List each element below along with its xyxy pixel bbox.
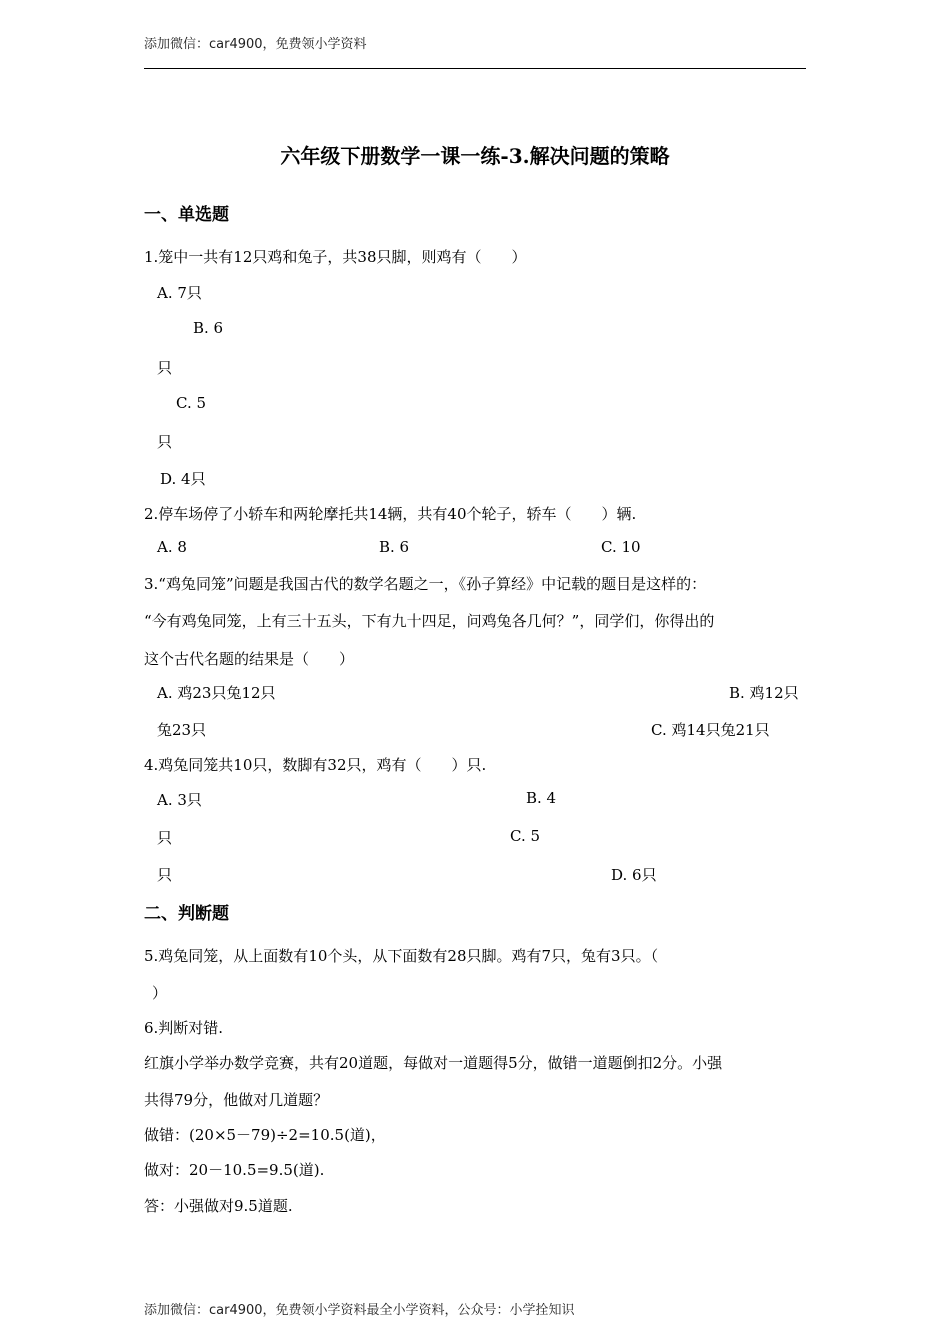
question-6-work-right: 做对：20－10.5=9.5(道). bbox=[144, 1161, 325, 1179]
question-6-heading: 6.判断对错. bbox=[144, 1019, 224, 1037]
question-4-option-a: A. 3只 bbox=[157, 791, 202, 809]
question-6-problem-line-1: 红旗小学举办数学竞赛，共有20道题，每做对一道题得5分，做错一道题倒扣2分。小强 bbox=[144, 1054, 723, 1072]
question-6-answer: 答：小强做对9.5道题. bbox=[144, 1197, 293, 1215]
question-6-problem-line-2: 共得79分，他做对几道题？ bbox=[144, 1091, 329, 1109]
question-1-stem: 1.笼中一共有12只鸡和兔子，共38只脚，则鸡有（ ） bbox=[144, 248, 527, 266]
question-1-option-c: C. 5 bbox=[176, 394, 207, 412]
question-3-option-a: A. 鸡23只兔12只 bbox=[157, 684, 276, 702]
question-1-option-a: A. 7只 bbox=[157, 284, 202, 302]
question-4-option-c: C. 5 bbox=[510, 827, 541, 845]
question-5-stem-line-2: ） bbox=[152, 984, 168, 1002]
question-3-option-b-continued: 兔23只 bbox=[157, 721, 207, 739]
question-5-stem-line-1: 5.鸡兔同笼，从上面数有10个头，从下面数有28只脚。鸡有7只，兔有3只。（ bbox=[144, 947, 659, 965]
question-2-option-c: C. 10 bbox=[601, 538, 641, 556]
question-3-stem-line-3: 这个古代名题的结果是（ ） bbox=[144, 650, 355, 668]
document-title: 六年级下册数学一课一练-3.解决问题的策略 bbox=[280, 144, 670, 168]
section-heading-single-choice: 一、单选题 bbox=[144, 205, 229, 225]
page-footer: 添加微信：car4900，免费领小学资料最全小学资料，公众号：小学拴知识 bbox=[144, 1303, 575, 1318]
question-4-option-d: D. 6只 bbox=[611, 866, 657, 884]
question-2-stem: 2.停车场停了小轿车和两轮摩托共14辆，共有40个轮子，轿车（ ）辆. bbox=[144, 505, 637, 523]
question-3-option-c: C. 鸡14只兔21只 bbox=[651, 721, 770, 739]
page-header: 添加微信：car4900，免费领小学资料 bbox=[144, 37, 367, 52]
question-1-option-b-unit: 只 bbox=[157, 359, 173, 377]
header-divider bbox=[144, 68, 806, 69]
question-4-option-b: B. 4 bbox=[526, 789, 557, 807]
section-heading-true-false: 二、判断题 bbox=[144, 904, 229, 924]
question-2-option-a: A. 8 bbox=[157, 538, 187, 556]
question-4-option-c-unit: 只 bbox=[157, 866, 173, 884]
question-1-option-c-unit: 只 bbox=[157, 433, 173, 451]
question-2-option-b: B. 6 bbox=[379, 538, 410, 556]
question-1-option-d: D. 4只 bbox=[160, 470, 206, 488]
question-6-work-wrong: 做错：(20×5－79)÷2=10.5(道)， bbox=[144, 1126, 386, 1144]
question-4-option-b-unit: 只 bbox=[157, 829, 173, 847]
question-3-stem-line-2: “今有鸡兔同笼，上有三十五头，下有九十四足，问鸡兔各几何？”，同学们，你得出的 bbox=[144, 612, 715, 630]
question-1-option-b: B. 6 bbox=[193, 319, 224, 337]
question-3-stem-line-1: 3.“鸡兔同笼”问题是我国古代的数学名题之一，《孙子算经》中记载的题目是这样的： bbox=[144, 575, 707, 593]
question-3-option-b: B. 鸡12只 bbox=[729, 684, 799, 702]
question-4-stem: 4.鸡兔同笼共10只，数脚有32只，鸡有（ ）只. bbox=[144, 756, 487, 774]
